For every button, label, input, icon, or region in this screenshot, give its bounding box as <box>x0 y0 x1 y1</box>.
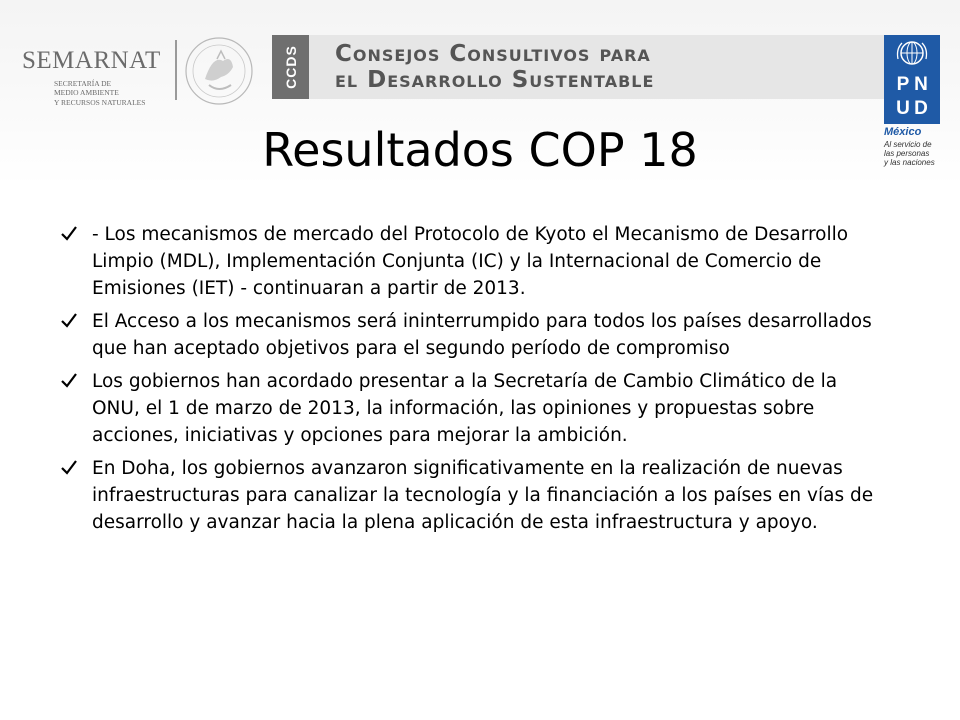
bullet-text: Los gobiernos han acordado presentar a la Secretaría de Cambio Climático de la ONU, el 1 de marzo de 2013, la información, las opiniones y propuestas sobre acciones, iniciativas y opciones para mejorar la ambición. <box>92 371 838 446</box>
ccds-banner <box>272 35 884 99</box>
semarnat-subtitle: SECRETARÍA DE MEDIO AMBIENTE Y RECURSOS NATURALES <box>54 79 146 107</box>
ccds-tag <box>272 35 309 99</box>
pnud-letter: D <box>914 98 928 119</box>
ccds-title-line2: el Desarrollo Sustentable <box>335 67 655 93</box>
checkmark-icon <box>60 311 78 329</box>
ccds-title <box>309 35 654 99</box>
bullet-item <box>60 308 880 362</box>
ccds-title-line1: Consejos Consultivos para <box>335 41 651 67</box>
semarnat-logo <box>22 48 162 107</box>
bullet-item <box>60 221 880 302</box>
logo-divider <box>175 40 177 100</box>
pnud-letters <box>894 73 930 121</box>
bullet-text: En Doha, los gobiernos avanzaron significativamente en la realización de nuevas infraestructuras para canalizar la tecnología y la financiación a los países en vías de desarrollo y avanzar hacia la plena aplicación de esta infraestructura y apoyo. <box>92 458 874 533</box>
bullet-item <box>60 368 880 449</box>
pnud-letter: P <box>896 74 910 95</box>
pnud-logo <box>884 35 940 124</box>
pnud-tagline: Al servicio de las personas y las naciones <box>884 140 935 168</box>
pnud-country: México <box>884 126 922 138</box>
checkmark-icon <box>60 458 78 476</box>
mexico-seal-icon <box>183 35 255 107</box>
bullet-text: El Acceso a los mecanismos será ininterrumpido para todos los países desarrollados que han aceptado objetivos para el segundo período de compromiso <box>92 311 872 359</box>
pnud-letter: N <box>914 74 928 95</box>
pnud-letter: U <box>896 98 910 119</box>
checkmark-icon <box>60 224 78 242</box>
ccds-tag-label: CCDS <box>282 45 299 89</box>
bullet-text: - Los mecanismos de mercado del Protocolo de Kyoto el Mecanismo de Desarrollo Limpio (MDL), Implementación Conjunta (IC) y la Internacional de Comercio de Emisiones (IET) - continuaran a partir de 2013. <box>92 224 849 299</box>
checkmark-icon <box>60 371 78 389</box>
bullet-list <box>60 221 880 542</box>
semarnat-name: SEMARNAT <box>22 47 161 74</box>
bullet-item <box>60 455 880 536</box>
un-globe-icon <box>893 39 931 69</box>
slide-title: Resultados COP 18 <box>262 123 698 177</box>
